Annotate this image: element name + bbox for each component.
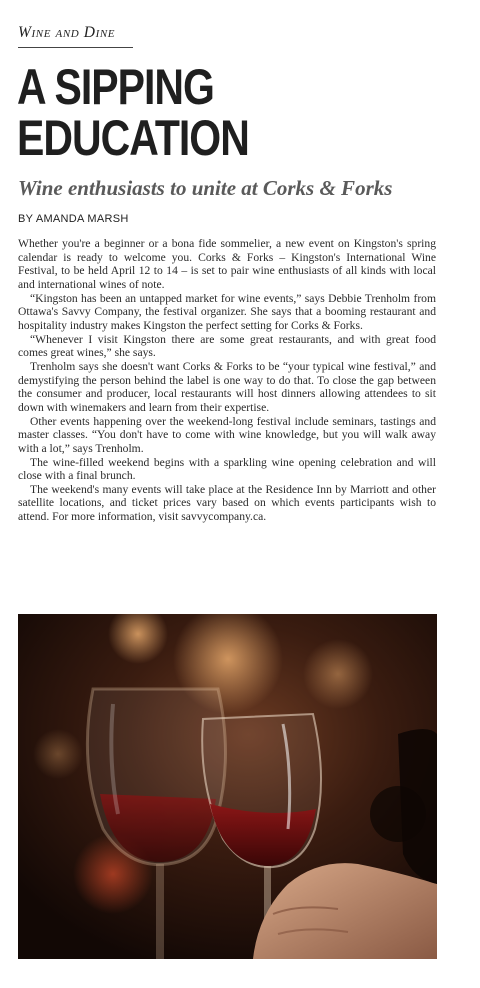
article-body (18, 237, 436, 524)
paragraph-3: “Whenever I visit Kingston there are some great restaurants, and with great food comes great wines,” she says. (18, 332, 436, 360)
headline-line-2: EDUCATION (17, 110, 249, 166)
paragraph-1: Whether you're a beginner or a bona fide sommelier, a new event on Kingston's spring calendar is ready to welcome you. Corks & Forks – Kingston's International Wine Festival, to be held April 12 to 14 – is set to pair wine enthusiasts of all kinds with local and international wines of note. (18, 237, 436, 291)
article-subheadline: Wine enthusiasts to unite at Corks & Forks (18, 176, 393, 200)
paragraph-6: The wine-filled weekend begins with a sparkling wine opening celebration and will close with a final brunch. (18, 455, 436, 483)
paragraph-7: The weekend's many events will take place at the Residence Inn by Marriott and other satellite locations, and ticket prices vary based on which events participants wish to attend. For more information, visit savvycompany.ca. (18, 482, 436, 524)
section-label: Wine and Dine (18, 24, 116, 41)
paragraph-4: Trenholm says she doesn't want Corks & Forks to be “your typical wine festival,” and demystifying the person behind the label is one way to do that. To close the gap between the consumer and producer, local restaurants will host dinners allowing attendees to sit down with winemakers and learn from their expertise. (18, 359, 436, 414)
section-divider (18, 47, 133, 48)
article-headline (17, 59, 249, 166)
headline-line-1: A SIPPING (17, 59, 214, 115)
paragraph-2: “Kingston has been an untapped market for wine events,” says Debbie Trenholm from Ottawa's Savvy Company, the festival organizer. She says that a booming restaurant and hospitality industry makes Kingston the perfect setting for Corks & Forks. (18, 291, 436, 332)
article-byline: BY AMANDA MARSH (18, 213, 129, 225)
wine-glasses-photo (18, 614, 437, 959)
paragraph-5: Other events happening over the weekend-long festival include seminars, tastings and master classes. “You don't have to come with wine knowledge, but you will walk away with a lot,” says Trenholm. (18, 414, 436, 455)
wine-toast-illustration (18, 614, 437, 959)
